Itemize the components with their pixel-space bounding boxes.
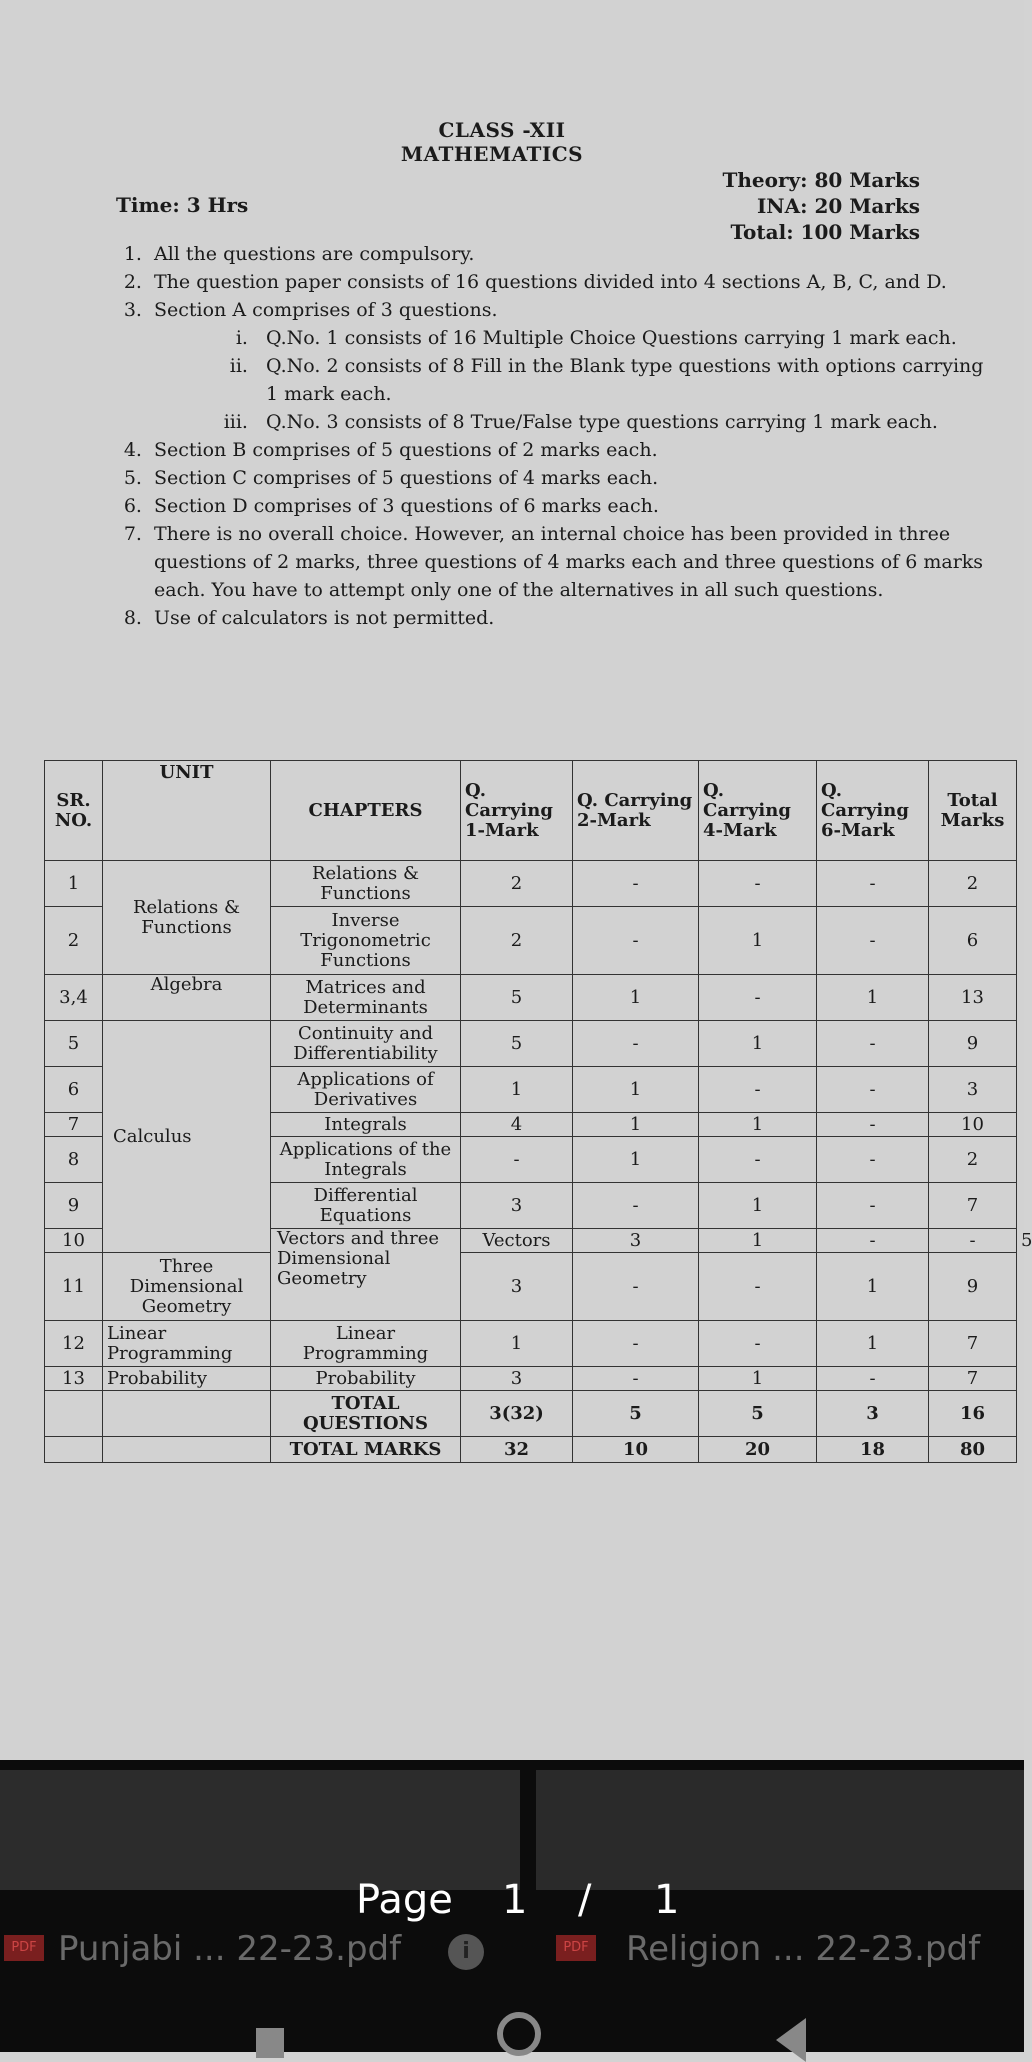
time-label: Time: 3 Hrs: [116, 193, 249, 217]
cell-q6: -: [817, 1067, 929, 1113]
table-row: [45, 1321, 1017, 1367]
cell-q1: 5: [461, 1021, 573, 1067]
marks-distribution-table: [44, 760, 1032, 1463]
table-row: [45, 1367, 1017, 1391]
total-questions-row: [45, 1391, 1017, 1437]
cell-sr: 6: [45, 1067, 103, 1113]
table-row: [45, 1253, 1017, 1321]
cell-q1: 1: [461, 1321, 573, 1367]
cell-q2: 1: [573, 1137, 699, 1183]
cell-q4: 1: [699, 1183, 817, 1229]
cell-sr: 13: [45, 1367, 103, 1391]
cell-q4: -: [817, 1229, 929, 1253]
cell-q2: 1: [699, 1229, 817, 1253]
table-row: 10 Vectors and three Dimensional Geometry Vectors 3 1 - - 5: [45, 1229, 1017, 1253]
current-page: 1: [502, 1877, 528, 1923]
instruction-item: 8. Use of calculators is not permitted.: [148, 604, 988, 632]
cell-empty: [103, 1391, 271, 1437]
cell-chapter: Vectors: [461, 1229, 573, 1253]
cell-total: 6: [929, 907, 1017, 975]
instructions-list: [112, 240, 988, 632]
cell-chapter: Relations & Functions: [271, 861, 461, 907]
cell-q2: -: [573, 907, 699, 975]
cell-q6: -: [817, 1183, 929, 1229]
cell-label: TOTAL MARKS: [271, 1437, 461, 1463]
header-q2: Q. Carrying 2-Mark: [573, 761, 699, 861]
cell-q2: 1: [573, 975, 699, 1021]
instruction-item: [148, 296, 988, 436]
cell-total: 7: [929, 1321, 1017, 1367]
cell-q6: 1: [817, 1321, 929, 1367]
cell-q6: -: [817, 1367, 929, 1391]
cell-q1: 1: [461, 1067, 573, 1113]
cell-q1: 2: [461, 861, 573, 907]
cell-q2: 1: [573, 1067, 699, 1113]
instruction-item: 4. Section B comprises of 5 questions of 2 marks each.: [148, 436, 988, 464]
sub-instructions: [154, 324, 988, 436]
cell-q6: 1: [817, 1253, 929, 1321]
cell-chapter: Three Dimensional Geometry: [103, 1253, 271, 1321]
cell-chapter: Linear Programming: [271, 1321, 461, 1367]
table-row: [45, 975, 1017, 1021]
cell-total: 9: [929, 1253, 1017, 1321]
cell-q1: -: [461, 1137, 573, 1183]
cell-q6: 1: [817, 975, 929, 1021]
unit-vectors: Vectors and three Dimensional Geometry: [271, 1229, 461, 1321]
cell-q6: -: [817, 1113, 929, 1137]
cell-q4: 5: [699, 1391, 817, 1437]
theory-marks: Theory: 80 Marks: [722, 168, 920, 192]
info-icon[interactable]: i: [448, 1934, 484, 1970]
instruction-item: 2. The question paper consists of 16 questions divided into 4 sections A, B, C, and D.: [148, 268, 988, 296]
total-pages: 1: [654, 1877, 680, 1923]
cell-q4: 1: [699, 1021, 817, 1067]
cell-label: TOTAL QUESTIONS: [271, 1391, 461, 1437]
cell-q2: -: [573, 1021, 699, 1067]
cell-total: 80: [929, 1437, 1017, 1463]
cell-q4: -: [699, 1321, 817, 1367]
cell-q4: -: [699, 861, 817, 907]
cell-chapter: Inverse Trigonometric Functions: [271, 907, 461, 975]
sub-instruction-item: i. Q.No. 1 consists of 16 Multiple Choice Questions carrying 1 mark each.: [254, 324, 988, 352]
cell-q4: -: [699, 975, 817, 1021]
pdf-file-icon: PDF: [4, 1935, 44, 1961]
cell-q1: 32: [461, 1437, 573, 1463]
cell-q4: 1: [699, 907, 817, 975]
pdf-file-icon: PDF: [556, 1935, 596, 1961]
cell-q1: 3: [461, 1253, 573, 1321]
cell-chapter: Applications of the Integrals: [271, 1137, 461, 1183]
recent-apps-icon[interactable]: [256, 2028, 284, 2058]
cell-total: 7: [929, 1367, 1017, 1391]
cell-sr: 7: [45, 1113, 103, 1137]
instruction-item: 7. There is no overall choice. However, an internal choice has been provided in three questions of 2 marks, three questions of 4 marks each and three questions of 6 marks each. You have to attempt only one of the alternatives in all such questions.: [148, 520, 988, 604]
subject-title: MATHEMATICS: [400, 142, 584, 166]
cell-empty: [45, 1437, 103, 1463]
instruction-item: 1. All the questions are compulsory.: [148, 240, 988, 268]
cell-q1: 5: [461, 975, 573, 1021]
unit-algebra: Algebra: [103, 975, 271, 1021]
cell-sr: 8: [45, 1137, 103, 1183]
cell-q6: 18: [817, 1437, 929, 1463]
table-row: [45, 861, 1017, 907]
table-header-row: [45, 761, 1017, 861]
cell-total: 2: [929, 1137, 1017, 1183]
cell-total: 16: [929, 1391, 1017, 1437]
cell-q1: 3: [461, 1183, 573, 1229]
cell-chapter: Continuity and Differentiability: [271, 1021, 461, 1067]
page-separator: /: [578, 1877, 592, 1923]
cell-chapter: Probability: [271, 1367, 461, 1391]
sub-instruction-item: iii. Q.No. 3 consists of 8 True/False type questions carrying 1 mark each.: [254, 408, 988, 436]
instruction-item: 6. Section D comprises of 3 questions of 6 marks each.: [148, 492, 988, 520]
cell-chapter: Integrals: [271, 1113, 461, 1137]
total-marks: Total: 100 Marks: [730, 220, 920, 244]
cell-q6: -: [817, 861, 929, 907]
header-sr: SR. NO.: [45, 761, 103, 861]
marks-summary: [722, 167, 920, 245]
cell-q4: 1: [699, 1113, 817, 1137]
ina-marks: INA: 20 Marks: [756, 194, 920, 218]
cell-q4: -: [699, 1137, 817, 1183]
cell-q1: 4: [461, 1113, 573, 1137]
cell-sr: 5: [45, 1021, 103, 1067]
cell-q6: -: [817, 1021, 929, 1067]
cell-q2: -: [573, 1253, 699, 1321]
cell-total: 13: [929, 975, 1017, 1021]
instruction-text: Section A comprises of 3 questions.: [154, 299, 498, 321]
cell-q4: 1: [699, 1367, 817, 1391]
cell-q4: -: [699, 1253, 817, 1321]
recent-file-punjabi[interactable]: Punjabi ... 22-23.pdf: [58, 1929, 402, 1969]
header-q4: Q. Carrying 4-Mark: [699, 761, 817, 861]
cell-sr: 10: [45, 1229, 103, 1253]
cell-total: 3: [929, 1067, 1017, 1113]
header-total: Total Marks: [929, 761, 1017, 861]
unit-linear-programming: Linear Programming: [103, 1321, 271, 1367]
unit-probability: Probability: [103, 1367, 271, 1391]
cell-q6: -: [929, 1229, 1017, 1253]
back-icon[interactable]: [776, 2018, 806, 2062]
cell-q2: -: [573, 1183, 699, 1229]
cell-sr: 12: [45, 1321, 103, 1367]
cell-q4: 20: [699, 1437, 817, 1463]
cell-q1: 3: [573, 1229, 699, 1253]
cell-chapter: Applications of Derivatives: [271, 1067, 461, 1113]
cell-q2: 10: [573, 1437, 699, 1463]
cell-sr: 9: [45, 1183, 103, 1229]
cell-empty: [45, 1391, 103, 1437]
page-label: Page: [356, 1877, 453, 1923]
header-q1: Q. Carrying 1-Mark: [461, 761, 573, 861]
cell-q6: -: [817, 1137, 929, 1183]
header-unit: UNIT: [103, 761, 271, 861]
page-indicator: [320, 1870, 720, 1930]
table-row: [45, 1021, 1017, 1067]
header-q6: Q. Carrying 6-Mark: [817, 761, 929, 861]
sub-instruction-item: ii. Q.No. 2 consists of 8 Fill in the Blank type questions with options carrying 1 mark each.: [254, 352, 988, 408]
unit-relations: Relations & Functions: [103, 861, 271, 975]
cell-empty: [103, 1437, 271, 1463]
cell-total: 7: [929, 1183, 1017, 1229]
unit-calculus: Calculus: [103, 1021, 271, 1253]
cell-total: 10: [929, 1113, 1017, 1137]
cell-sr: 3,4: [45, 975, 103, 1021]
cell-q1: 3(32): [461, 1391, 573, 1437]
cell-sr: 2: [45, 907, 103, 975]
cell-q4: -: [699, 1067, 817, 1113]
cell-q2: 1: [573, 1113, 699, 1137]
cell-chapter: Differential Equations: [271, 1183, 461, 1229]
cell-q2: -: [573, 1367, 699, 1391]
instruction-item: 5. Section C comprises of 5 questions of 4 marks each.: [148, 464, 988, 492]
header-chapters: CHAPTERS: [271, 761, 461, 861]
total-marks-row: [45, 1437, 1017, 1463]
recent-file-religion[interactable]: Religion ... 22-23.pdf: [626, 1929, 981, 1969]
cell-q6: 3: [817, 1391, 929, 1437]
home-icon[interactable]: [497, 2012, 541, 2056]
cell-q2: -: [573, 861, 699, 907]
cell-total: 2: [929, 861, 1017, 907]
cell-q1: 2: [461, 907, 573, 975]
cell-q2: -: [573, 1321, 699, 1367]
cell-q2: 5: [573, 1391, 699, 1437]
cell-chapter: Matrices and Determinants: [271, 975, 461, 1021]
cell-q6: -: [817, 907, 929, 975]
cell-sr: 1: [45, 861, 103, 907]
cell-total: 9: [929, 1021, 1017, 1067]
class-title: CLASS -XII: [438, 118, 566, 142]
cell-sr: 11: [45, 1253, 103, 1321]
cell-q1: 3: [461, 1367, 573, 1391]
